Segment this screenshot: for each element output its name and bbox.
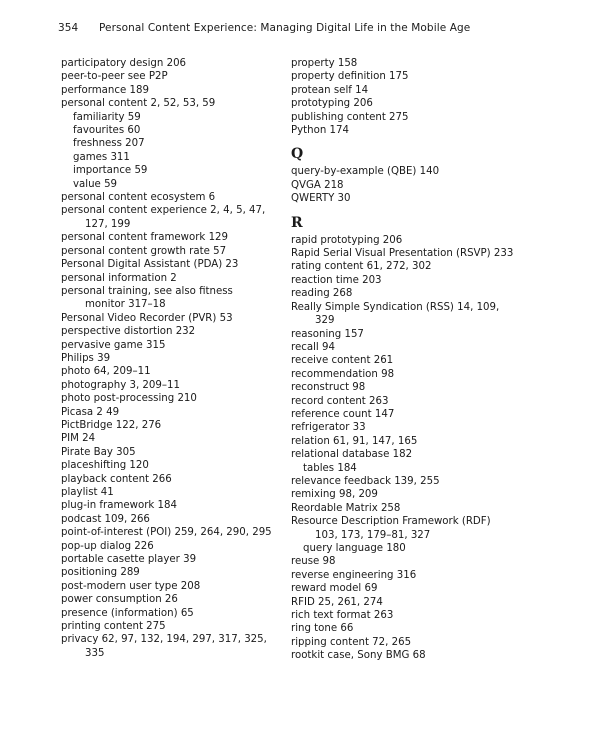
index-entry: reuse 98 <box>291 556 336 568</box>
index-entry: playlist 41 <box>61 487 114 498</box>
index-entry: Python 174 <box>291 125 349 137</box>
index-entry: reconstruct 98 <box>291 382 366 394</box>
index-entry: rich text format 263 <box>291 610 394 622</box>
index-entry: pop-up dialog 226 <box>61 540 154 552</box>
index-entry: Reordable Matrix 258 <box>291 502 401 514</box>
index-section-q <box>291 165 551 205</box>
index-entry: QVGA 218 <box>291 179 344 191</box>
index-entry: QWERTY 30 <box>291 193 351 205</box>
index-entry: perspective distortion 232 <box>61 326 196 338</box>
index-entry: photo 64, 209–11 <box>61 366 151 378</box>
index-entry: property definition 175 <box>291 71 409 83</box>
page-number: 354 <box>58 22 79 34</box>
index-entry: reaction time 203 <box>291 274 382 286</box>
index-entry: playback content 266 <box>61 473 172 485</box>
index-subentry: tables 184 <box>303 462 357 474</box>
index-section-r <box>291 234 551 663</box>
index-entry: personal training, see also fitness <box>61 285 233 297</box>
index-entry: relation 61, 91, 147, 165 <box>291 435 418 447</box>
index-entry: printing content 275 <box>61 621 166 633</box>
section-heading-q: Q <box>291 146 304 163</box>
index-entry: property 158 <box>291 58 358 69</box>
index-entry: pervasive game 315 <box>61 339 166 351</box>
index-section-p-continued <box>291 57 551 137</box>
index-entry: publishing content 275 <box>291 111 409 123</box>
index-entry: remixing 98, 209 <box>291 489 378 501</box>
index-entry: record content 263 <box>291 395 389 407</box>
index-entry: PictBridge 122, 276 <box>61 419 162 431</box>
index-entry: Really Simple Syndication (RSS) 14, 109, <box>291 301 500 313</box>
index-entry-continuation: 127, 199 <box>85 218 131 230</box>
index-entry: reward model 69 <box>291 583 378 595</box>
index-entry: recall 94 <box>291 341 335 353</box>
index-entry: Rapid Serial Visual Presentation (RSVP) 233 <box>291 248 514 260</box>
index-entry: PIM 24 <box>61 433 96 445</box>
index-entry: relevance feedback 139, 255 <box>291 475 440 487</box>
index-entry: Philips 39 <box>61 352 111 364</box>
section-heading-r: R <box>291 214 303 231</box>
index-entry: personal content growth rate 57 <box>61 245 227 257</box>
index-entry: reverse engineering 316 <box>291 569 417 581</box>
index-entry: personal information 2 <box>61 272 177 284</box>
index-entry: personal content experience 2, 4, 5, 47, <box>61 205 266 217</box>
index-entry: post-modern user type 208 <box>61 580 201 592</box>
index-entry: Resource Description Framework (RDF) <box>291 516 491 528</box>
index-entry: protean self 14 <box>291 84 369 96</box>
running-header <box>58 22 470 34</box>
index-entry: personal content ecosystem 6 <box>61 192 216 204</box>
index-entry: reasoning 157 <box>291 328 364 340</box>
index-entry: refrigerator 33 <box>291 422 366 434</box>
index-entry: personal content 2, 52, 53, 59 <box>61 98 216 110</box>
index-subentry: familiarity 59 <box>73 111 141 123</box>
index-entry: prototyping 206 <box>291 98 373 110</box>
index-column-right <box>291 57 551 663</box>
index-entry: podcast 109, 266 <box>61 513 150 525</box>
index-subentry: games 311 <box>73 151 130 163</box>
index-entry: power consumption 26 <box>61 594 178 606</box>
index-entry: query-by-example (QBE) 140 <box>291 166 440 178</box>
index-entry: rapid prototyping 206 <box>291 234 403 246</box>
running-title: Personal Content Experience: Managing Digital Life in the Mobile Age <box>99 22 471 34</box>
index-entry: positioning 289 <box>61 567 140 579</box>
index-entry: reference count 147 <box>291 408 395 420</box>
index-entry-continuation: 335 <box>85 647 105 659</box>
index-entry: photo post-processing 210 <box>61 393 197 405</box>
index-entry: privacy 62, 97, 132, 194, 297, 317, 325, <box>61 634 267 646</box>
index-entry: Personal Video Recorder (PVR) 53 <box>61 312 233 324</box>
index-subentry: importance 59 <box>73 165 148 177</box>
index-entry-continuation: 103, 173, 179–81, 327 <box>315 529 431 541</box>
index-entry: rootkit case, Sony BMG 68 <box>291 650 426 662</box>
index-entry: reading 268 <box>291 288 353 300</box>
index-entry: receive content 261 <box>291 355 394 367</box>
index-subentry: value 59 <box>73 178 118 190</box>
index-entry-continuation: 329 <box>315 315 335 327</box>
index-entry: ripping content 72, 265 <box>291 636 412 648</box>
index-entry: RFID 25, 261, 274 <box>291 596 383 608</box>
index-entry: personal content framework 129 <box>61 232 229 244</box>
index-subentry: favourites 60 <box>73 125 141 137</box>
index-entry: recommendation 98 <box>291 368 395 380</box>
index-entry: rating content 61, 272, 302 <box>291 261 432 273</box>
index-entry: presence (information) 65 <box>61 607 194 619</box>
index-subentry: query language 180 <box>303 543 406 554</box>
index-entry: peer-to-peer see P2P <box>61 71 168 83</box>
index-entry: relational database 182 <box>291 449 413 461</box>
index-entry: photography 3, 209–11 <box>61 379 180 391</box>
index-entry: participatory design 206 <box>61 58 187 69</box>
index-entry: plug-in framework 184 <box>61 500 177 512</box>
index-entry: Pirate Bay 305 <box>61 446 136 458</box>
index-entry: point-of-interest (POI) 259, 264, 290, 295 <box>61 527 272 539</box>
index-entry: placeshifting 120 <box>61 460 149 472</box>
index-subentry: freshness 207 <box>73 138 145 150</box>
index-entry: Picasa 2 49 <box>61 406 120 418</box>
index-entry: Personal Digital Assistant (PDA) 23 <box>61 259 239 271</box>
index-entry: performance 189 <box>61 84 149 96</box>
index-entry: portable casette player 39 <box>61 554 197 566</box>
index-entry: ring tone 66 <box>291 623 354 635</box>
index-entry-continuation: monitor 317–18 <box>85 299 166 311</box>
index-column-left <box>61 57 286 660</box>
